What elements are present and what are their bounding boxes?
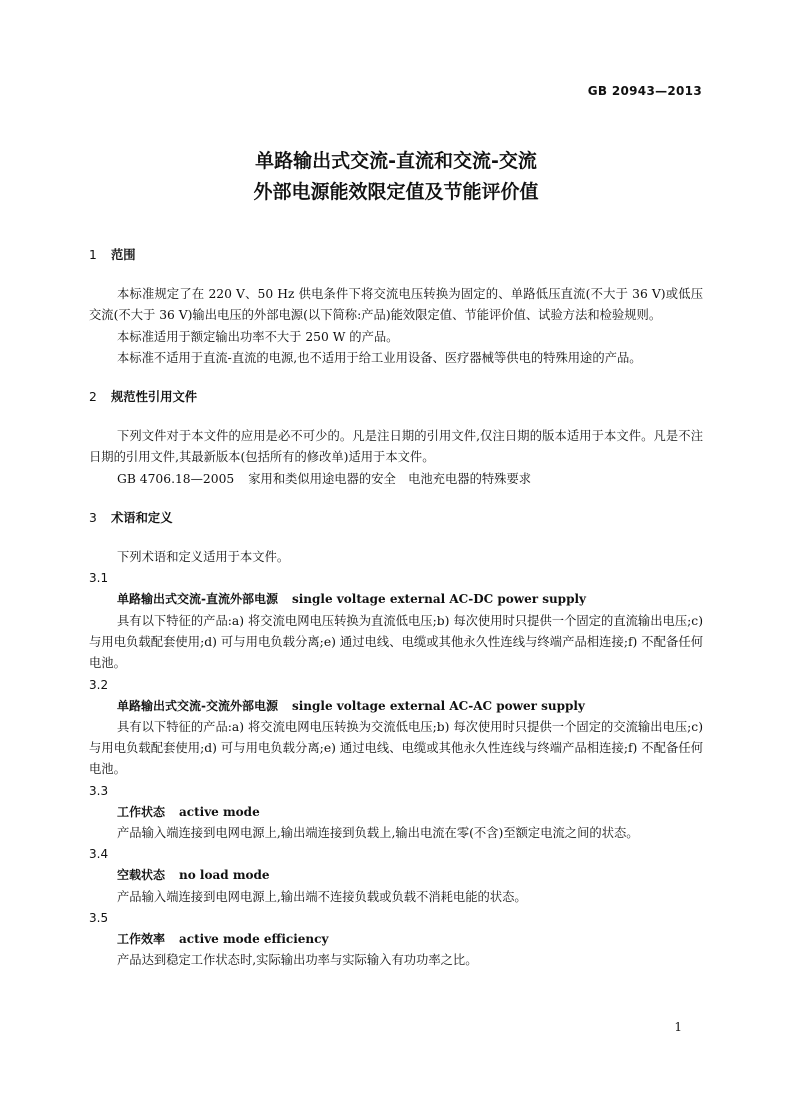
term-en: active mode efficiency [179, 931, 329, 946]
term-entry [89, 908, 703, 972]
term-definition: 具有以下特征的产品:a) 将交流电网电压转换为直流低电压;b) 每次使用时只提供一个固定的直流输出电压;c) 与用电负载配套使用;d) 可与用电负载分离;e) 通过电线、电缆或其他永久性连线与终端产品相连接;f) 不配备任何电池。 [89, 613, 703, 671]
section-title: 术语和定义 [111, 511, 173, 526]
term-zh: 工作效率 [117, 931, 166, 946]
clause-number: 3.2 [89, 677, 109, 692]
section-number: 1 [89, 248, 97, 262]
term-definition: 产品达到稳定工作状态时,实际输出功率与实际输入有功功率之比。 [117, 953, 478, 968]
term-heading [89, 802, 703, 823]
section-number: 3 [89, 511, 97, 526]
section-heading-scope [89, 245, 703, 266]
term-en: single voltage external AC-DC power supply [291, 592, 586, 607]
clause-number: 3.4 [89, 847, 109, 862]
term-entry [89, 675, 703, 781]
reference-title: 家用和类似用途电器的安全 电池充电器的特殊要求 [248, 471, 532, 486]
clause-number: 3.5 [89, 910, 109, 925]
section-title: 范围 [111, 248, 136, 262]
term-zh: 单路输出式交流-交流外部电源 [117, 698, 278, 713]
scope-paragraph-1: 本标准规定了在 220 V、50 Hz 供电条件下将交流电压转换为固定的、单路低压直流(不大于 36 V)或低压交流(不大于 36 V)输出电压的外部电源(以下简称:产品)能效限定值、节能评价值、试验方法和检验规则。 [89, 287, 703, 323]
term-entry [89, 844, 703, 908]
title-line-1: 单路输出式交流-直流和交流-交流 [255, 150, 537, 172]
term-heading [89, 696, 703, 717]
term-en: active mode [179, 804, 260, 819]
scope-paragraph-3: 本标准不适用于直流-直流的电源,也不适用于给工业用设备、医疗器械等供电的特殊用途的产品。 [117, 350, 642, 365]
document-title [0, 146, 792, 208]
title-line-2: 外部电源能效限定值及节能评价值 [253, 181, 539, 203]
clause-number: 3.1 [89, 571, 109, 586]
term-en: single voltage external AC-AC power supply [291, 698, 585, 713]
term-entry [89, 781, 703, 845]
section-heading-normative-references [89, 387, 703, 408]
term-definition: 产品输入端连接到电网电源上,输出端连接到负载上,输出电流在零(不含)至额定电流之间的状态。 [117, 826, 639, 841]
term-heading [89, 589, 703, 610]
term-definition: 产品输入端连接到电网电源上,输出端不连接负载或负载不消耗电能的状态。 [117, 889, 527, 904]
term-entry [89, 568, 703, 674]
scope-paragraph-2: 本标准适用于额定输出功率不大于 250 W 的产品。 [117, 329, 399, 344]
section-title: 规范性引用文件 [111, 390, 198, 405]
term-heading [89, 929, 703, 950]
references-paragraph: 下列文件对于本文件的应用是必不可少的。凡是注日期的引用文件,仅注日期的版本适用于本文件。凡是不注日期的引用文件,其最新版本(包括所有的修改单)适用于本文件。 [89, 429, 703, 465]
section-number: 2 [89, 390, 97, 405]
page-number: 1 [674, 1020, 682, 1034]
reference-entry [89, 469, 703, 490]
term-definition: 具有以下特征的产品:a) 将交流电网电压转换为交流低电压;b) 每次使用时只提供一个固定的交流输出电压;c) 与用电负载配套使用;d) 可与用电负载分离;e) 通过电线、电缆或其他永久性连线与终端产品相连接;f) 不配备任何电池。 [89, 719, 703, 777]
term-zh: 工作状态 [117, 804, 166, 819]
reference-code: GB 4706.18—2005 [117, 471, 235, 486]
term-zh: 单路输出式交流-直流外部电源 [117, 592, 278, 607]
term-en: no load mode [179, 868, 270, 883]
section-heading-terms [89, 508, 703, 529]
standard-number: GB 20943—2013 [587, 84, 702, 98]
term-zh: 空载状态 [117, 868, 166, 883]
document-body [89, 245, 703, 972]
clause-number: 3.3 [89, 783, 109, 798]
term-heading [89, 865, 703, 886]
terms-intro: 下列术语和定义适用于本文件。 [117, 550, 290, 565]
